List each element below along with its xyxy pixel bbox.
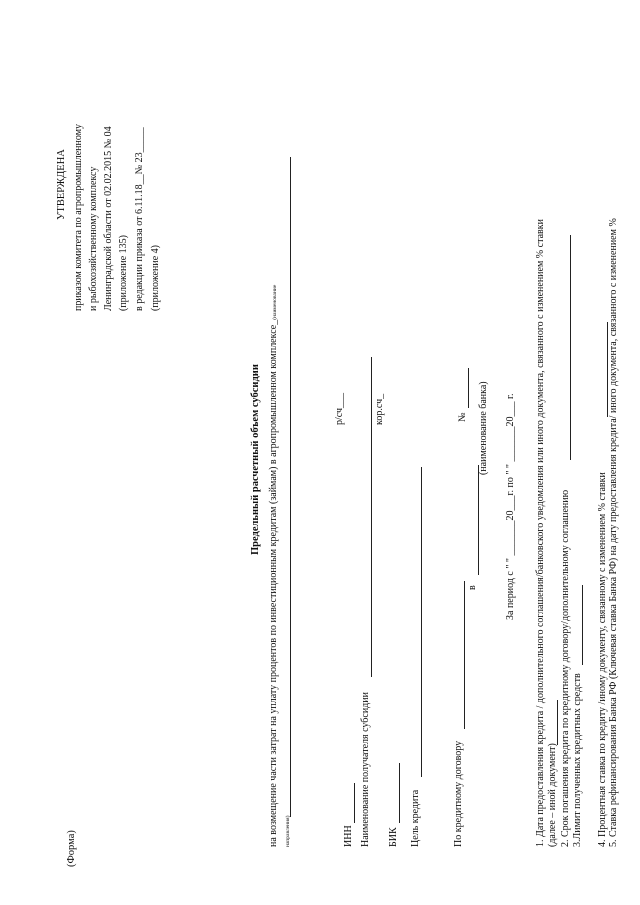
number-label: №	[457, 412, 468, 422]
item-2-line	[570, 235, 571, 460]
recipient-label: Наименование получателя субсидии	[360, 692, 371, 847]
contract-label: По кредитному договору	[453, 740, 464, 847]
direction-note: направления)	[285, 815, 291, 847]
item-1-line	[557, 700, 558, 745]
approval-title: УТВЕРЖДЕНА	[56, 149, 67, 220]
bank-line-1	[478, 465, 479, 575]
item-3-line	[582, 585, 583, 665]
direction-line	[290, 157, 291, 817]
bik-line	[399, 763, 400, 823]
approval-line-3: Ленинградской области от 02.02.2015 № 04	[103, 126, 114, 311]
form-label: (Форма)	[66, 830, 77, 867]
rs-label: р/сч___	[334, 392, 345, 425]
contract-line	[464, 581, 465, 729]
approval-line-2: и рыбохозяйственному комплексу	[88, 166, 99, 311]
item-5: 5. Ставка рефинансирования Банка РФ (Ключевая ставка Банка РФ) на дату предоставления кредита/ иного документа, связанного с изменением %	[608, 218, 619, 847]
purpose-line	[421, 467, 422, 777]
recipient-line	[371, 357, 372, 677]
bik-label: БИК	[388, 827, 399, 847]
approval-line-5: в редакции приказа от 6.11.18__№ 23_____	[134, 127, 145, 311]
subtitle-text: на возмещение части затрат на уплату процентов по инвестиционным кредитам (займам) в агропромышленном комплексе_	[268, 319, 279, 847]
item-3: 3.Лимит полученных кредитных средств	[572, 673, 583, 847]
item-1-note: (далее – иной документ)	[547, 743, 558, 847]
inn-label: ИНН	[343, 825, 354, 847]
item-1: 1. Дата предоставления кредита / дополнительного соглашения/банковского уведомления или иного документа, связанного с изменением % ставки	[535, 219, 546, 847]
subtitle	[268, 285, 279, 847]
page-title: Предельный расчетный объем субсидии	[250, 364, 261, 555]
item-4: 4. Процентная ставка по кредиту /иному документу, связанному с изменением % ставки	[597, 472, 608, 847]
approval-line-1: приказом комитета по агропромышленному	[73, 123, 84, 311]
item-2: 2. Срок погашения кредита по кредитному договору/дополнительному соглашению	[560, 489, 571, 847]
subtitle-note: (наименование	[272, 284, 278, 320]
bank-caption: (наименование банка)	[478, 381, 489, 475]
approval-line-6: (приложение 4)	[150, 245, 161, 311]
approval-line-4: (приложение 135)	[118, 235, 129, 311]
inn-line	[354, 783, 355, 823]
contract-in: в	[467, 585, 478, 590]
period-line: За период с " " _______20___г. по " " _______20___ г.	[505, 393, 516, 620]
purpose-label: Цель кредита	[410, 789, 421, 847]
number-line	[468, 368, 469, 408]
ks-label: кор.сч_	[374, 393, 385, 425]
